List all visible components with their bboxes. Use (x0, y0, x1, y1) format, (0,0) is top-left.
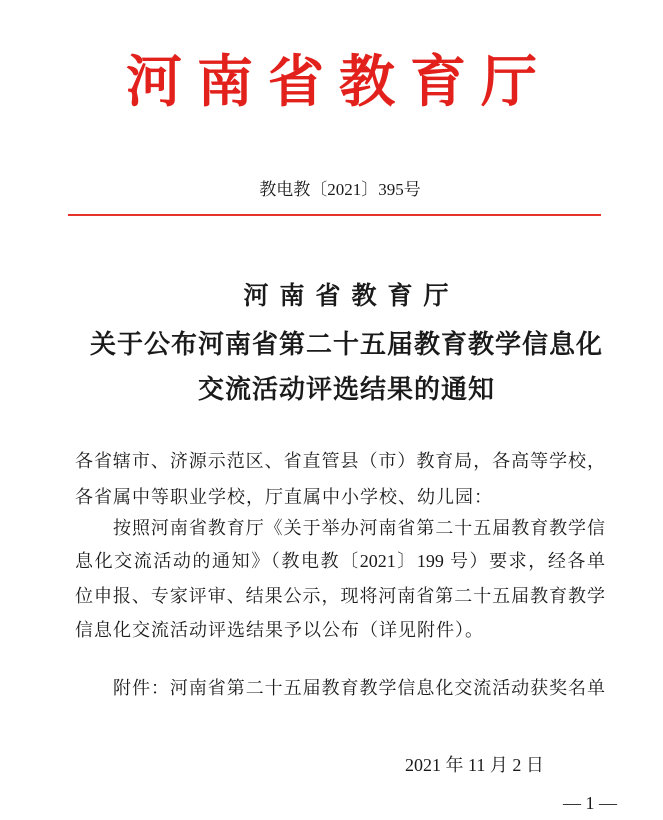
paragraph-line-4: 信息化交流活动评选结果予以公布（详见附件）。 (75, 620, 484, 640)
paragraph-line-2: 息化交流活动的通知》（教电教〔2021〕199 号）要求，经各单 (75, 551, 605, 571)
addressee-line-2: 各省属中等职业学校，厅直属中小学校、幼儿园： (75, 487, 493, 507)
page-number: — 1 — (563, 793, 617, 813)
paragraph-line-3: 位申报、专家评审、结果公示，现将河南省第二十五届教育教学 (75, 586, 605, 606)
addressee-line-1: 各省辖市、济源示范区、省直管县（市）教育局，各高等学校， (75, 451, 605, 471)
title-agency: 河南省教育厅 (243, 283, 460, 310)
attachment-line: 附件：河南省第二十五届教育教学信息化交流活动获奖名单 (113, 678, 605, 698)
letterhead-agency-name: 河南省教育厅 (126, 52, 552, 114)
title-subject-line-1: 关于公布河南省第二十五届教育教学信息化 (89, 330, 603, 359)
paragraph-line-1: 按照河南省教育厅《关于举办河南省第二十五届教育教学信 (113, 518, 605, 538)
title-subject-line-2: 交流活动评选结果的通知 (197, 375, 495, 404)
red-divider-line (68, 214, 601, 216)
document-number: 教电教〔2021〕395号 (259, 180, 421, 199)
issue-date: 2021 年 11 月 2 日 (405, 755, 544, 775)
